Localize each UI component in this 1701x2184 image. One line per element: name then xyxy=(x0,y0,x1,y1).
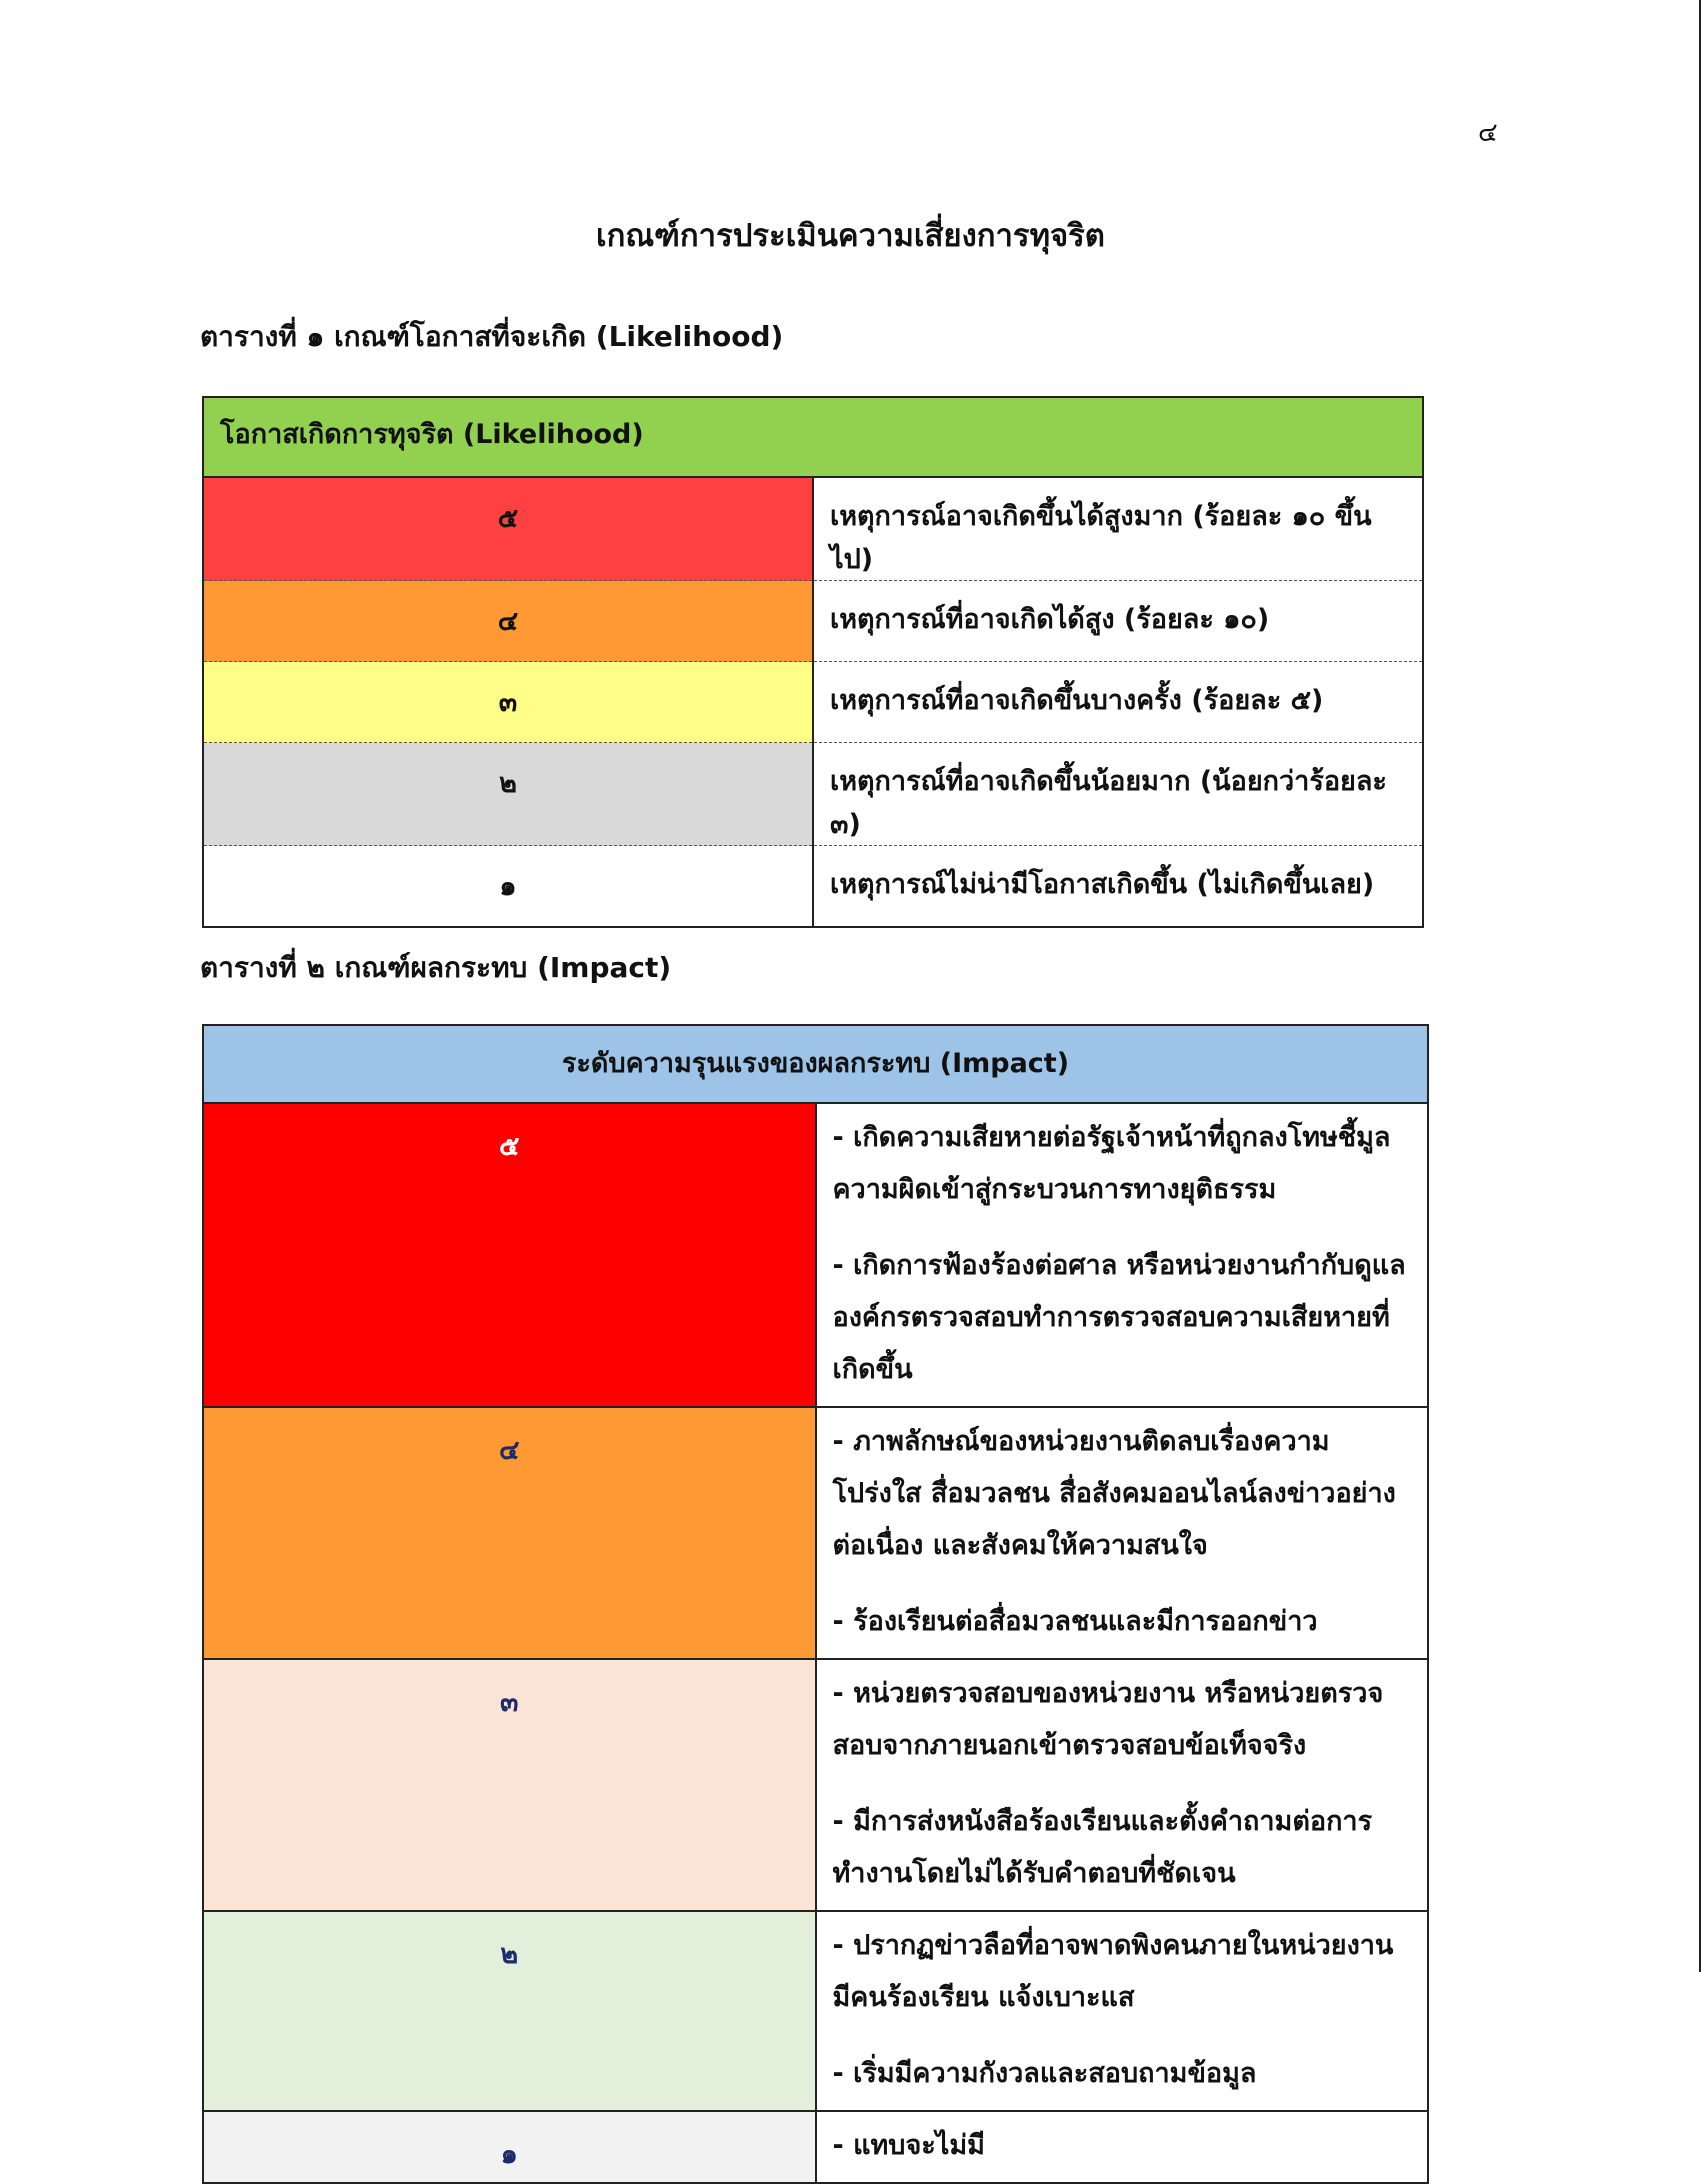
impact-description xyxy=(816,1659,1429,1911)
impact-table xyxy=(202,1024,1429,2184)
impact-item: - เกิดความเสียหายต่อรัฐเจ้าหน้าที่ถูกลงโทษชี้มูลความผิดเข้าสู่กระบวนการทางยุติธรรม xyxy=(832,1122,1391,1205)
table2-caption: ตารางที่ ๒ เกณฑ์ผลกระทบ (Impact) xyxy=(200,951,672,984)
impact-level-cell: ๔ xyxy=(203,1407,816,1659)
impact-item: - หน่วยตรวจสอบของหน่วยงาน หรือหน่วยตรวจสอบจากภายนอกเข้าตรวจสอบข้อเท็จจริง xyxy=(832,1678,1384,1761)
impact-level-cell: ๓ xyxy=(203,1659,816,1911)
likelihood-description: เหตุการณ์ไม่น่ามีโอกาสเกิดขึ้น (ไม่เกิดขึ้นเลย) xyxy=(830,869,1375,900)
impact-description xyxy=(816,2111,1429,2183)
impact-item: - ร้องเรียนต่อสื่อมวลชนและมีการออกข่าว xyxy=(832,1606,1318,1637)
impact-description xyxy=(816,1103,1429,1407)
likelihood-level-cell: ๓ xyxy=(203,662,813,743)
document-title: เกณฑ์การประเมินความเสี่ยงการทุจริต xyxy=(596,218,1105,254)
likelihood-description: เหตุการณ์ที่อาจเกิดได้สูง (ร้อยละ ๑๐) xyxy=(813,581,1423,662)
impact-description xyxy=(816,1911,1429,2111)
impact-item: - เริ่มมีความกังวลและสอบถามข้อมูล xyxy=(832,2058,1257,2089)
likelihood-description: เหตุการณ์ที่อาจเกิดขึ้นน้อยมาก (น้อยกว่าร้อยละ ๓) xyxy=(813,743,1423,846)
table-row xyxy=(203,581,1423,662)
table-row xyxy=(203,846,1423,927)
likelihood-level-cell: ๕ xyxy=(203,477,813,581)
impact-header: ระดับความรุนแรงของผลกระทบ (Impact) xyxy=(203,1025,1428,1103)
likelihood-description: เหตุการณ์อาจเกิดขึ้นได้สูงมาก (ร้อยละ ๑๐ ขึ้นไป) xyxy=(813,477,1423,581)
likelihood-header: โอกาสเกิดการทุจริต (Likelihood) xyxy=(203,397,1423,477)
impact-header-row xyxy=(203,1025,1428,1103)
likelihood-description: เหตุการณ์ที่อาจเกิดขึ้นบางครั้ง (ร้อยละ ๕) xyxy=(813,662,1423,743)
table1-caption: ตารางที่ ๑ เกณฑ์โอกาสที่จะเกิด (Likelihood) xyxy=(200,320,784,353)
impact-item: - แทบจะไม่มี xyxy=(832,2130,985,2161)
impact-level-cell: ๒ xyxy=(203,1911,816,2111)
table-row xyxy=(203,1407,1428,1659)
impact-level-cell: ๕ xyxy=(203,1103,816,1407)
table-row xyxy=(203,1103,1428,1407)
table-row xyxy=(203,1911,1428,2111)
table-row xyxy=(203,477,1423,581)
page-number: ๔ xyxy=(1478,118,1498,148)
impact-level-cell: ๑ xyxy=(203,2111,816,2183)
table-row xyxy=(203,743,1423,846)
impact-item: - ปรากฏข่าวลือที่อาจพาดพิงคนภายในหน่วยงาน มีคนร้องเรียน แจ้งเบาะแส xyxy=(832,1930,1394,2013)
likelihood-header-row xyxy=(203,397,1423,477)
impact-item: - เกิดการฟ้องร้องต่อศาล หรือหน่วยงานกำกับดูแล องค์กรตรวจสอบทำการตรวจสอบความเสียหายที่เกิดขึ้น xyxy=(832,1250,1406,1385)
impact-description xyxy=(816,1407,1429,1659)
impact-item: - มีการส่งหนังสือร้องเรียนและตั้งคำถามต่อการทำงานโดยไม่ได้รับคำตอบที่ชัดเจน xyxy=(832,1806,1373,1889)
likelihood-table xyxy=(202,396,1424,928)
table-row xyxy=(203,1659,1428,1911)
table-row xyxy=(203,662,1423,743)
likelihood-level-cell: ๒ xyxy=(203,743,813,846)
impact-item: - ภาพลักษณ์ของหน่วยงานติดลบเรื่องความโปร่งใส สื่อมวลชน สื่อสังคมออนไลน์ลงข่าวอย่างต่อเนื่อง และสังคมให้ความสนใจ xyxy=(832,1426,1396,1561)
likelihood-level-cell: ๔ xyxy=(203,581,813,662)
table-row xyxy=(203,2111,1428,2183)
likelihood-level-cell: ๑ xyxy=(203,846,813,927)
